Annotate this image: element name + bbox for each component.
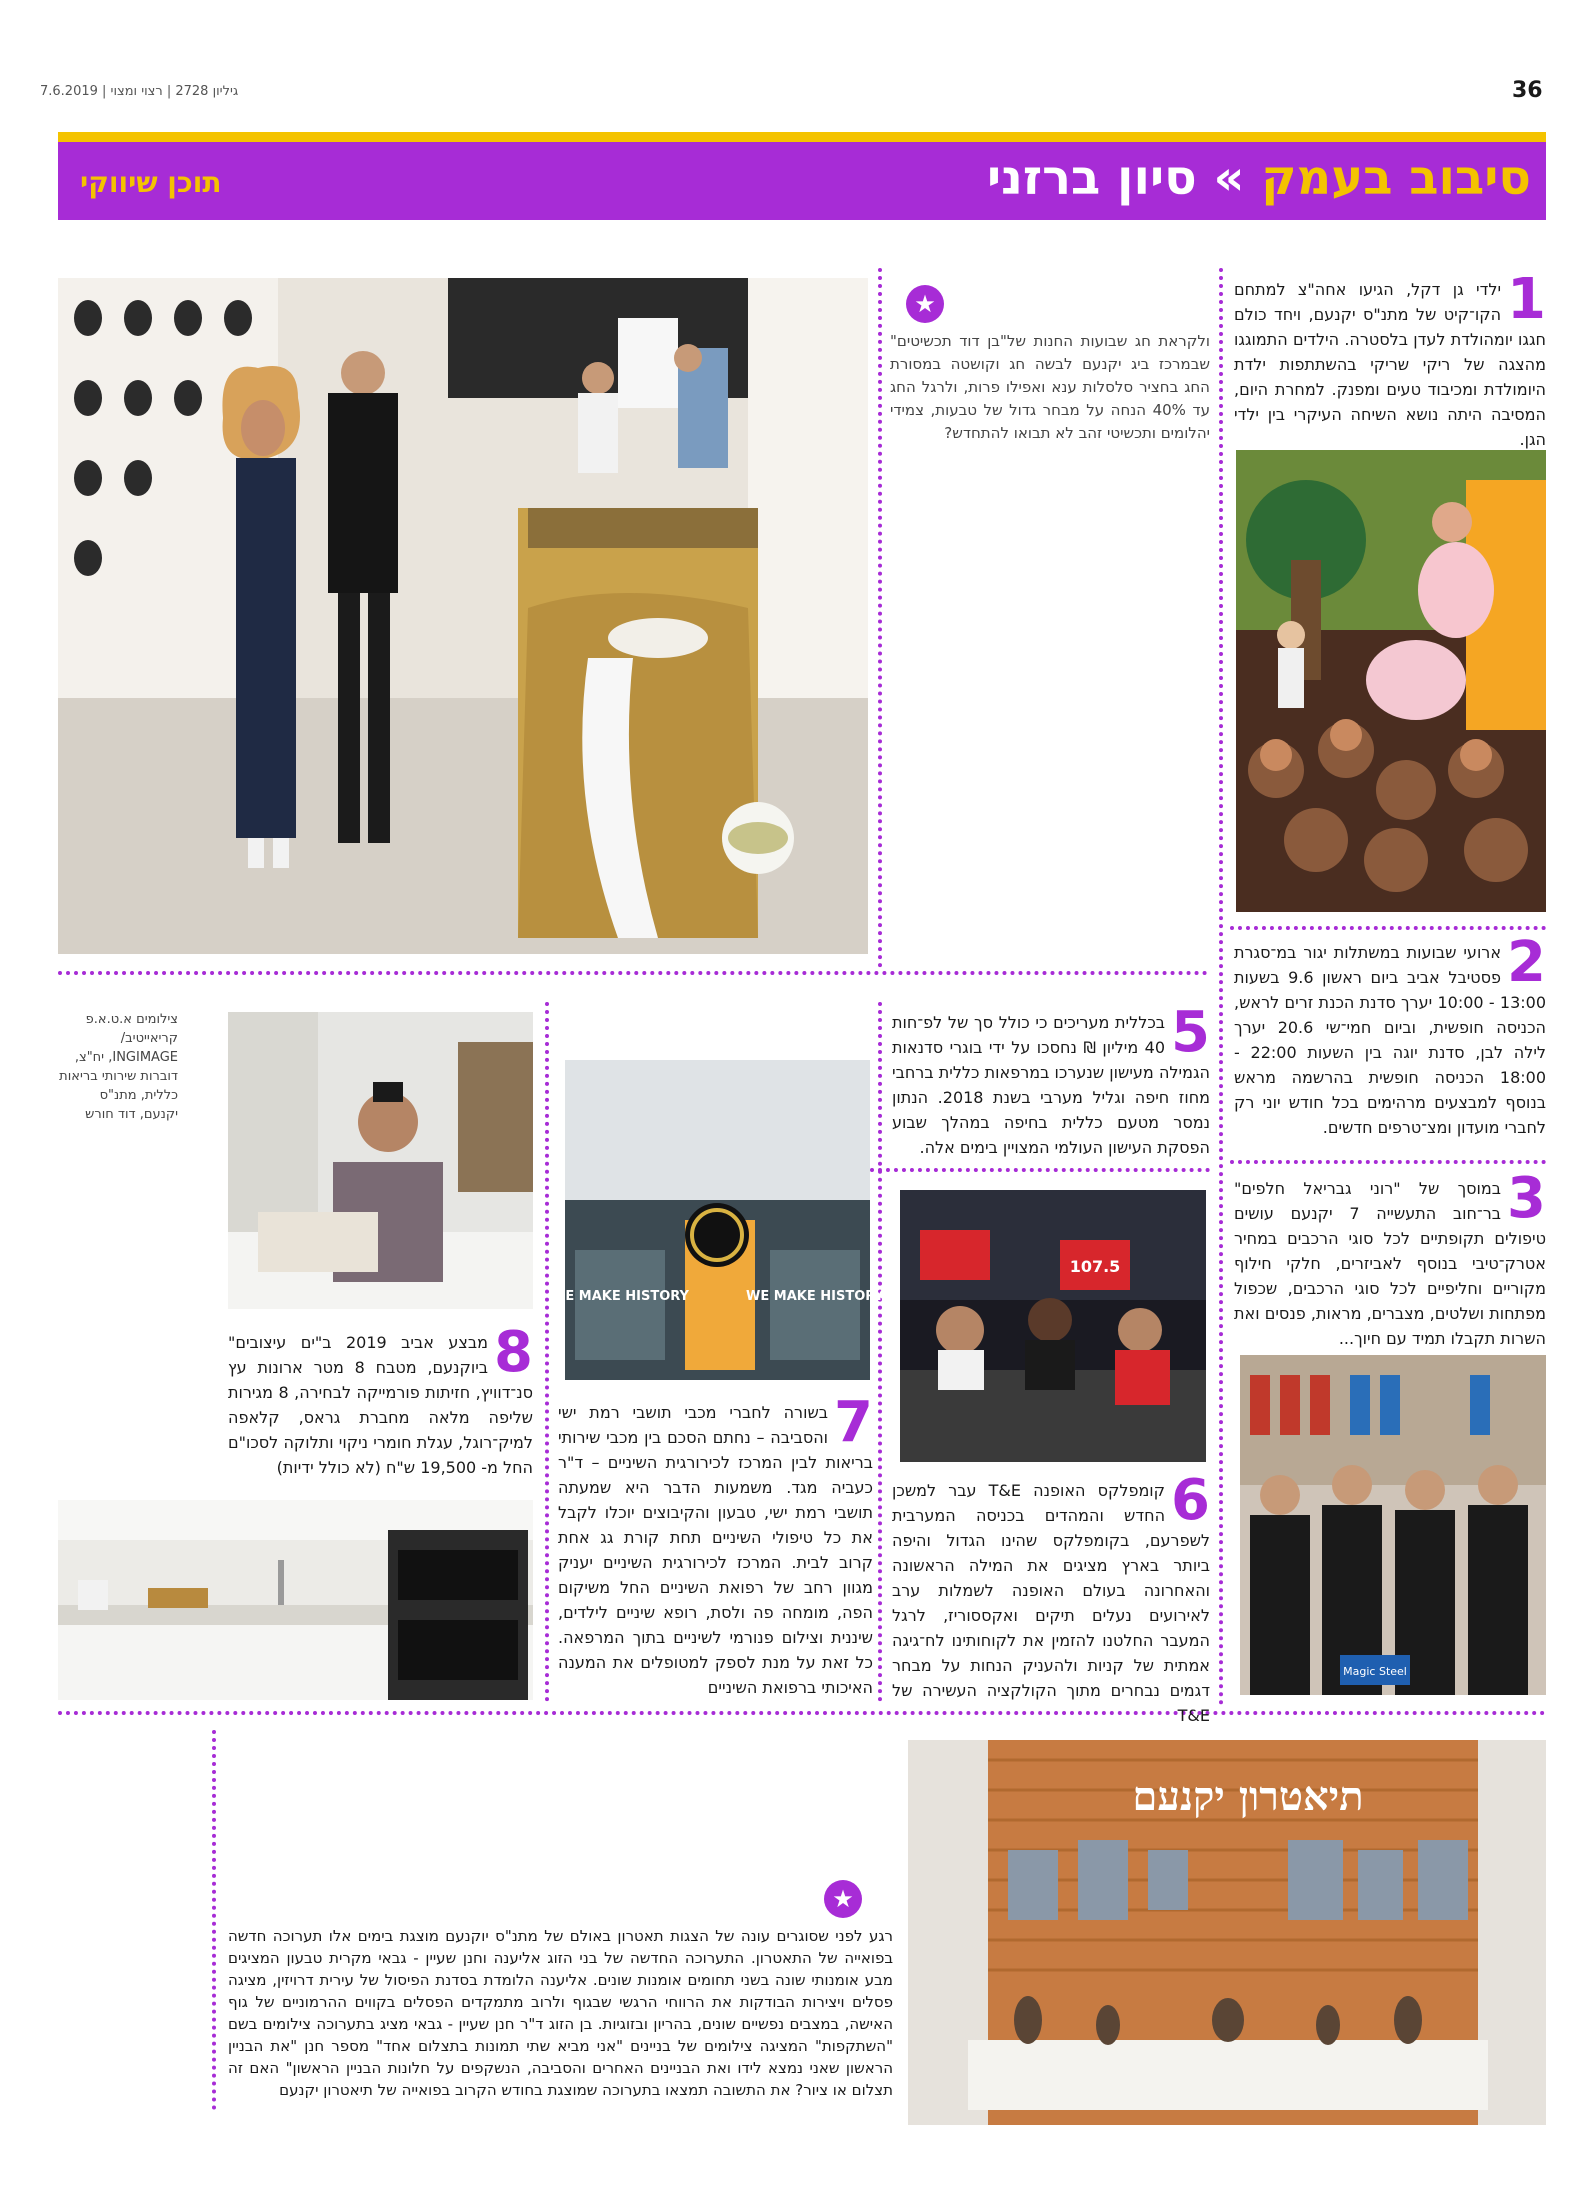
kids-show-photo bbox=[1236, 450, 1546, 912]
kitchen-photo bbox=[58, 1500, 533, 1700]
section-title-main: סיבוב בעמק bbox=[1261, 150, 1531, 206]
article-1 bbox=[1234, 267, 1546, 452]
theater-wall-sign: תיאטרון יקנעם bbox=[1132, 1773, 1364, 1820]
we-make-history-left: WE MAKE HISTORY bbox=[551, 1289, 689, 1304]
theater-image bbox=[908, 1740, 1546, 2125]
divider-row2 bbox=[58, 1711, 1546, 1715]
divider-item2 bbox=[1230, 1160, 1546, 1164]
section-author: סיון ברזני bbox=[987, 150, 1197, 206]
chevron-icon: » bbox=[1213, 150, 1245, 206]
article-8 bbox=[228, 1320, 533, 1480]
garage-team-photo bbox=[1240, 1355, 1546, 1695]
article-2 bbox=[1234, 930, 1547, 1140]
article-text: בכללית מעריכים כי כולל סך של לפ־חות 40 מיליון ₪ נחסכו על ידי בוגרי סדנאות הגמילה מעישון שנערכו במרפאות כללית ברחבי מחוז חיפה וגליל מערבי בשנת 2018. הנתון נמסר מטעם כללית בחיפה במהלך שבוע הפסקת העישון העולמי המצויין בימים אלה. bbox=[892, 1013, 1211, 1157]
article-text: מבצע אביב 2019 ב"ים עיצובים" ביוקנעם, מטבח 8 מטר ארונות עץ סנ־דוויץ, חזיתות פורמייקה לבחירה, 8 מגירות שליפה מלאה מחברת גראס, קלאפה למיק־רוגל, עגלת חומרי ניקוי ותלוקה לסכו"ם החל מ- 19,500 ש"ח (לא כולל ידיות) bbox=[228, 1333, 533, 1477]
divider-item5 bbox=[870, 1168, 1210, 1172]
we-make-history-right: WE MAKE HISTORY bbox=[746, 1289, 884, 1304]
page-number: 36 bbox=[1512, 78, 1543, 103]
item-number: 8 bbox=[494, 1320, 533, 1385]
credits-text: צילומים א.ט.א.פ קריאייטיב/ INGIMAGE, יח"צ, דוברות שירותי בריאות כללית, מתנ"ס יקנעם, דוד חורש bbox=[59, 1012, 178, 1122]
store-front-image bbox=[551, 1060, 884, 1380]
divider-item1 bbox=[1230, 926, 1546, 930]
article-6 bbox=[892, 1468, 1210, 1728]
banner-top-strip bbox=[58, 132, 1546, 142]
radio-frequency-sign: 107.5 bbox=[1069, 1257, 1121, 1276]
article-text: קומפלקס האופנה T&E עבר למשכן החדש והמהדים בכניסה המערבית לשפרעם, בקומפלקס שהינו הגדול והיפה ביותר בארץ מציגים את המילה הראשונה והאחרונה בעולם האופנה לשמלות ערב לאירועים נעלים תיקים ואקססוריז, לרגל המעבר החלטנו להזמין את לקוחותינו לח־גיגה אמתית של קניות ולהעניק הנחות על מבחר דגמים נבחרים מתוך הקולקציה העשירה של T&E bbox=[892, 1481, 1210, 1725]
article-3 bbox=[1234, 1166, 1546, 1351]
article-5 bbox=[892, 1000, 1211, 1160]
article-text: ארועי שבועות במשתלות יגור במ־סגרת פסטיבל אביב ביום ראשון 9.6 בשעות 13:00 - 10:00 יערך סדנת הכנת זרים לראש, הכניסה חופשית, וביום חמי־שי 20.6 יערך לילה לבן, סדנת יוגה בין השעות 22:00 - 18:00 הכניסה חופשית בהרשמה מראש בנוסף למבצעים מרהימים בכל חודש יוני רק לחברי מועדון ומצ־טרפים חדשים. bbox=[1234, 943, 1547, 1137]
article-text: במוסך של "רוני גבריאל חלפים" בר־חוב התעשייה 7 יקנעם עושים טיפולים תקופתיים לכל סוגי הרכבים במחיר אטרק־טיבי בנוסף לאביזרים, חלקי חילוף מקוריים וחליפיים לכל סוגי הרכבים, שכפול מפתחות ושלטים, מצברים, מראות, פנסים ואת השרות תקבלו תמיד עם חיוך... bbox=[1234, 1179, 1546, 1348]
radio-studio-photo bbox=[900, 1190, 1206, 1462]
article-text: רגע לפני שסוגרים עונה של הצגות תאטרון באולם של מתנ"ס יוקנעם מוצגת בימים אלו תערוכה חדשה בפואייה של התאטרון. התערוכה החדשה של בני הזוג אליענה וחנן שעיין - גבאי מקרית טבעון המציגים מבע אומנותי שונה בשני תחומים אומנות שונים. אליענה הלומדת בסדנת הפיסול של עירית דרויזין, מציגה פסלים ויצירות הבודקות את הרווחי הרגשי שבגוף ולרוב מתמקדים הפסלים בקווים ההרמוניים של גוף האישה, במצבים נפשיים שונים, בהריון ובזוגיות. בן הזוג ד"ר חנן שעיין - גבאי מציג בתערוכה צילומים בשם "השתקפות" המציגה צילומים של בניינים "אני מביא שתי תמונות בתצלום אחד" מספר חנן "את הבניין הראשון שאני נמצא לידו ואת הבניינים האחרים והסביבה, הנשקפים על חלונות הבניין הראשון" האם זה תצלום או ציור? את התשובה תמצאו בתערוכה שמוצגת בחודש הקרוב בפואייה של תיאטרון יקנעם bbox=[228, 1927, 893, 2099]
section-title bbox=[987, 150, 1531, 206]
kitchen-image bbox=[58, 1500, 533, 1700]
star-icon: ★ bbox=[906, 285, 944, 323]
article-jewelry bbox=[890, 330, 1210, 445]
item-number: 7 bbox=[834, 1390, 873, 1455]
magic-steel-label: Magic Steel bbox=[1343, 1665, 1407, 1678]
divider-col-left bbox=[545, 1002, 549, 1702]
jewelry-store-photo bbox=[58, 278, 868, 954]
divider-col-mid2 bbox=[878, 1002, 882, 1702]
article-text: בשורה לחברי מכבי תושבי רמת ישי והסביבה – נחתם הסכם בין מכבי שירותי בריאות לבין המרכז לכירורגית השיניים – ד"ר כעביה מגד. משמעות הדבר היא שמעתה תושבי רמת ישי, טבעון והקיבוצים יוכלו לקבל את כל טיפולי השיניים תחת קורת גג אחת קרוב לבית. המרכז לכירורגית השיניים יעניק מגוון רחב של רפואת השיניים החל משיקום הפה, מומחה פה ולסת, רופא שיניים לילדים, שיננית וצילום פנורמי לשיניים בתוך המרפאה. כל זאת על מנת לספק למטופלים את המענה האיכותי ברפואת השיניים bbox=[558, 1403, 873, 1697]
man-reading-image bbox=[228, 1012, 533, 1309]
divider-col-mid bbox=[878, 268, 882, 968]
store-front-photo bbox=[551, 1060, 884, 1380]
article-7 bbox=[558, 1390, 873, 1700]
issue-line: 7.6.2019 | גיליון 2728 | רצוי ומצוי bbox=[40, 84, 239, 99]
article-theater bbox=[228, 1925, 893, 2101]
item-number: 3 bbox=[1507, 1166, 1546, 1231]
star-icon: ★ bbox=[824, 1880, 862, 1918]
article-text: ילדי גן דקל, הגיעו אחה"צ למתחם הקו־קיט של מתנ"ס יקנעם, ויחד כולם חגגו יומהולדת לעדן בלסטרה. הילדים התמוגגו מהצגה של ריקי שריקי בהשתתפות ילדת היומולדת ומכיבוד טעים ומפנק. למחרת היום, המסיבה היתה נושא השיחה העיקרי בין ילדי הגן. bbox=[1234, 280, 1546, 449]
radio-studio-image bbox=[900, 1190, 1206, 1462]
divider-col-right bbox=[1219, 268, 1223, 1706]
item-number: 1 bbox=[1507, 267, 1546, 332]
kids-show-image bbox=[1236, 450, 1546, 912]
sponsored-label: תוכן שיווקי bbox=[80, 166, 222, 199]
item-number: 6 bbox=[1171, 1468, 1210, 1533]
photo-credits bbox=[58, 1010, 178, 1124]
jewelry-store-image bbox=[58, 278, 868, 954]
man-reading-photo bbox=[228, 1012, 533, 1309]
article-text: ולקראת חג שבועות החנות של"בן דוד תכשיטים" שבמרכז ביג יקנעם לבשה חג וקושטה במסורת החג בחציר סלסלות ענא ואפילו פרות, ולרגל החג עד 40% הנחה על מבחר גדול של טבעות, צמידי יהלומים ותכשיטי זהב לא תבואו להתחדש? bbox=[890, 332, 1210, 442]
item-number: 2 bbox=[1507, 930, 1546, 995]
divider-bottom-left bbox=[212, 1730, 216, 2110]
divider-row1-left bbox=[58, 971, 1208, 975]
item-number: 5 bbox=[1171, 1000, 1210, 1065]
theater-photo bbox=[908, 1740, 1546, 2125]
garage-team-image bbox=[1240, 1355, 1546, 1695]
